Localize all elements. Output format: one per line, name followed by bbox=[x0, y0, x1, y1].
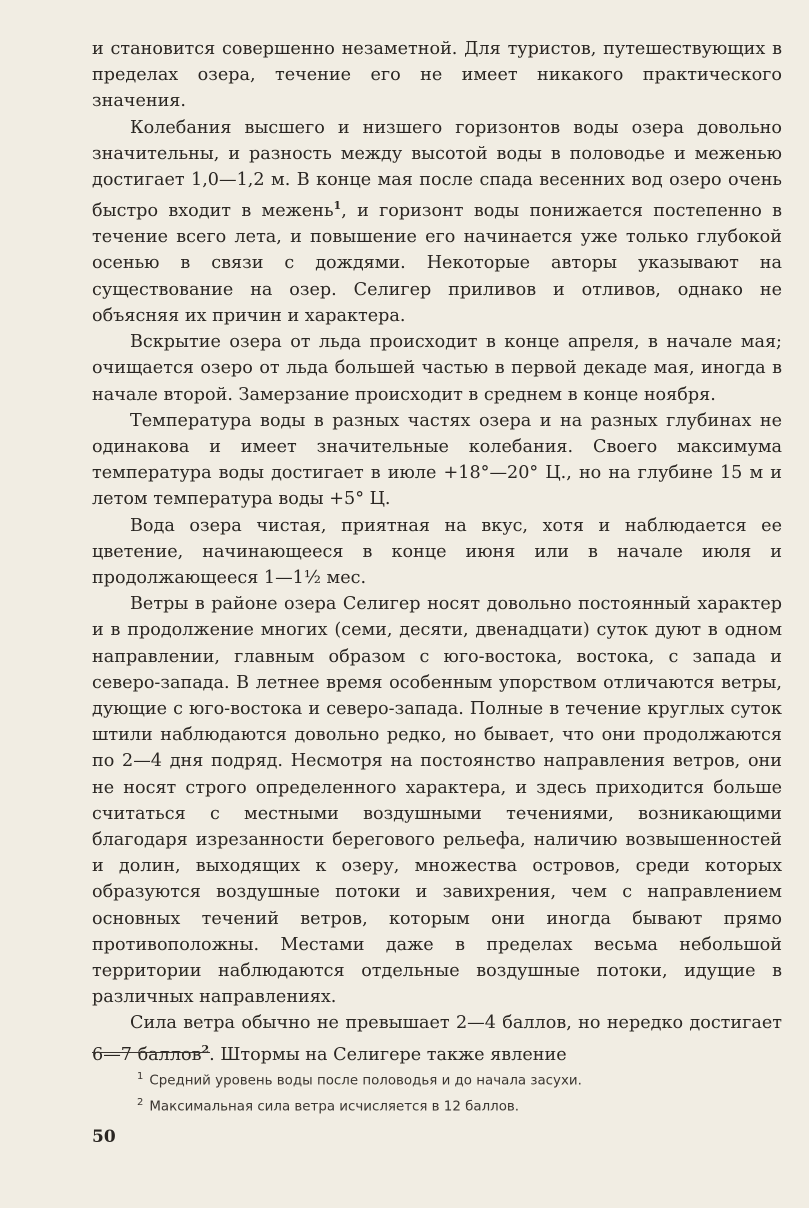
paragraph-7 bbox=[92, 1010, 782, 1067]
footnote-2-text: Максимальная сила ветра исчисляется в 12 баллов. bbox=[149, 1099, 520, 1115]
footnote-1-mark: 1 bbox=[137, 1071, 144, 1082]
paragraph-7-text: Сила ветра обычно не превышает 2—4 баллов, но нередко достигает 6—7 баллов bbox=[92, 1013, 782, 1065]
paragraph-1: и становится совершенно незаметной. Для туристов, путешествующих в пределах озера, течение его не имеет никакого практического значения. bbox=[92, 39, 782, 112]
paragraph-6: Ветры в районе озера Селигер носят довольно постоянный характер и в продолжение многих (семи, десяти, двенадцати) суток дуют в одном направлении, главным образом с юго-востока, востока, с запада и северо-запада. В летнее время особенным упорством отличаются ветры, дующие с юго-востока и северо-запада. Полные в течение круглых суток штили наблюдаются довольно редко, но бывает, что они продолжаются по 2—4 дня подряд. Несмотря на постоянство направления ветров, они не носят строго определенного характера, и здесь приходится больше считаться с местными воздушными течениями, возникающими благодаря изрезанности берегового рельефа, наличию возвышенностей и долин, выходящих к озеру, множества островов, среди которых образуются воздушные потоки и завихрения, чем с направлением основных течений ветров, которым они иногда бывают прямо противоположны. Местами даже в пределах весьма небольшой территории наблюдаются отдельные воздушные потоки, идущие в различных направлениях. bbox=[92, 594, 782, 1008]
footnote-2-mark: 2 bbox=[137, 1097, 144, 1109]
footnotes bbox=[137, 1066, 777, 1119]
paragraph-2-text-after: , и горизонт воды понижается постепенно в течение всего лета, и повышение его начинается уже только глубокой осенью в связи с дождями. Некоторые авторы указывают на существование на озер. Селигер приливов и отливов, однако не объясняя их причин и характера. bbox=[92, 201, 782, 326]
footnote-2 bbox=[137, 1092, 777, 1118]
page-body bbox=[92, 36, 782, 1068]
paragraph-2 bbox=[92, 115, 782, 329]
footnote-1-text: Средний уровень воды после половодья и до начала засухи. bbox=[149, 1073, 582, 1089]
footnote-ref-1: 1 bbox=[333, 199, 342, 213]
paragraph-5: Вода озера чистая, приятная на вкус, хотя и наблюдается ее цветение, начинающееся в конце июня или в начале июля и продолжающееся 1—1½ мес. bbox=[92, 515, 782, 588]
paragraph-7-text-after: . Штормы на Селигере также явление bbox=[209, 1044, 567, 1065]
paragraph-3: Вскрытие озера от льда происходит в конце апреля, в начале мая; очищается озеро от льда большей частью в первой декаде мая, иногда в начале второй. Замерзание происходит в среднем в конце ноября. bbox=[92, 332, 782, 405]
paragraph-2-text: Колебания высшего и низшего горизонтов воды озера довольно значительны, и разность между высотой воды в половодье и меженью достигает 1,0—1,2 м. В конце мая после спада весенних вод озеро очень быстро входит в межень bbox=[92, 117, 782, 222]
page-number: 50 bbox=[92, 1127, 116, 1147]
footnote-ref-2: 2 bbox=[201, 1042, 210, 1056]
paragraph-4: Температура воды в разных частях озера и на разных глубинах не одинакова и имеет значительные колебания. Своего максимума температура воды достигает в июле +18°—20° Ц., но на глубине 15 м и летом температура воды +5° Ц. bbox=[92, 410, 782, 510]
footnote-divider bbox=[92, 1052, 210, 1053]
footnote-1 bbox=[137, 1066, 777, 1092]
